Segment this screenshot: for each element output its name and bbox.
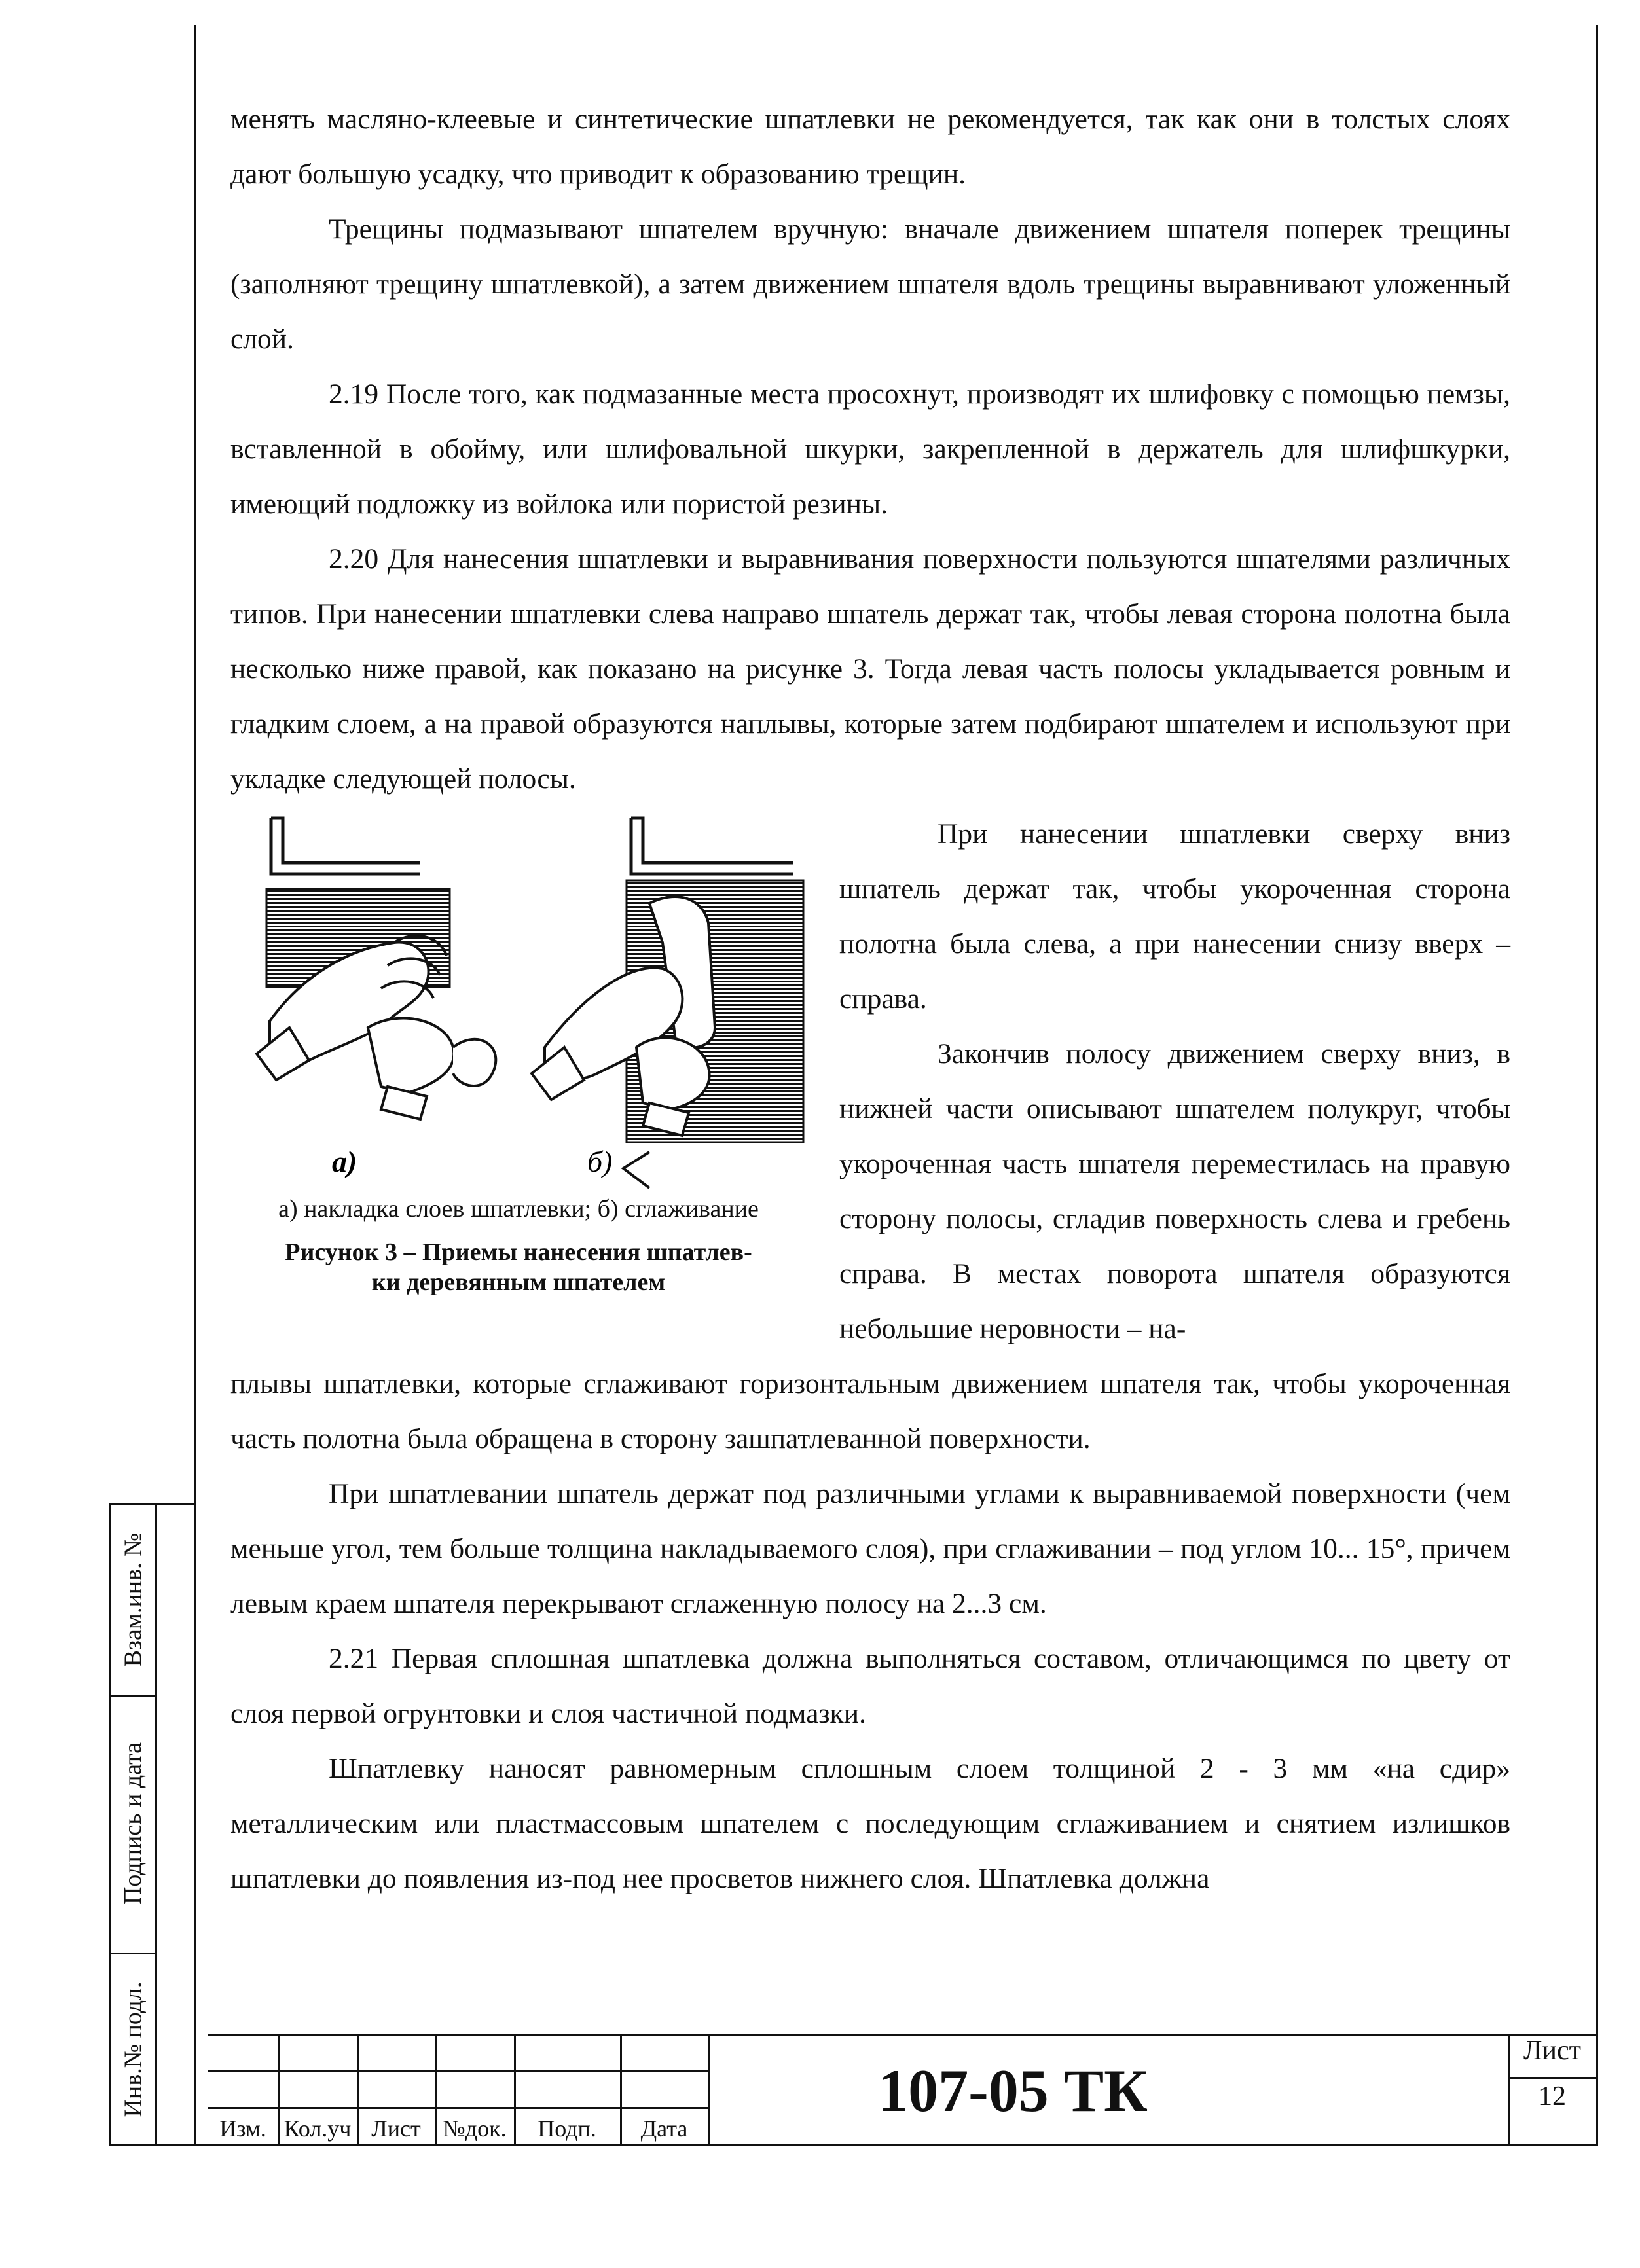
col-podp: Подп. bbox=[538, 2115, 596, 2142]
paragraph: При шпатлевании шпатель держат под различными углами к выравниваемой поверхности (чем меньше угол, тем больше толщина накладываемого слоя), при сглаживании – под углом 10... 15°, причем левым краем шпателя перекрывают сглаженную полосу на 2...3 см. bbox=[230, 1478, 1510, 1619]
figure-block bbox=[230, 806, 1510, 1356]
title-block-row-line bbox=[208, 2070, 708, 2072]
figure-3-illustration bbox=[230, 812, 810, 1191]
document-code: 107-05 ТК bbox=[878, 2057, 1148, 2124]
col-izm: Изм. bbox=[219, 2115, 266, 2142]
vzam-inv-label: Взам.инв. № bbox=[119, 1532, 147, 1667]
frame-left-line bbox=[194, 25, 196, 2146]
inv-podl-label: Инв.№ подл. bbox=[119, 1981, 147, 2117]
paragraph: менять масляно-клеевые и синтетические шпатлевки не рекомендуется, так как они в толстых слоях дают большую усадку, что приводит к образованию трещин. bbox=[230, 103, 1510, 190]
figure-caption-line: Рисунок 3 – Приемы нанесения шпатлев- bbox=[285, 1238, 752, 1266]
figure-side-text bbox=[839, 806, 1510, 1356]
panel-b-drawing bbox=[532, 818, 803, 1188]
paragraph-2-20: 2.20 Для нанесения шпатлевки и выравнивания поверхности пользуются шпателями различных типов. При нанесении шпатлевки слева направо шпатель держат так, чтобы левая сторона полотна была несколько ниже правой, как показано на рисунке 3. Тогда левая часть полосы укладывается ровным и гладким слоем, а на правой образуются наплывы, которые затем подбирают шпателем и используют при укладке следующей полосы. bbox=[230, 543, 1510, 795]
paragraph: При нанесении шпатлевки сверху вниз шпатель держат так, чтобы укороченная сторона полотна была слева, а при нанесении снизу вверх – справа. bbox=[839, 818, 1510, 1015]
title-block bbox=[208, 2034, 1596, 2146]
title-block-row-line bbox=[208, 2107, 708, 2109]
col-kol-uch: Кол.уч bbox=[283, 2115, 352, 2142]
title-block-sheet-line bbox=[1508, 2077, 1596, 2079]
col-data: Дата bbox=[640, 2115, 688, 2142]
paragraph: Закончив полосу движением сверху вниз, в нижней части описывают шпателем полукруг, чтобы укороченная часть шпателя переместилась на правую сторону полосы, сгладив поверхность слева и гребень справа. В местах поворота шпателя образуются небольшие неровности – на- bbox=[839, 1038, 1510, 1344]
binding-strip bbox=[109, 1503, 194, 2146]
title-block-col-line bbox=[708, 2034, 710, 2146]
figure-subcaption: а) накладка слоев шпатлевки; б) сглаживание bbox=[278, 1195, 759, 1223]
panel-a-drawing bbox=[257, 818, 496, 1119]
col-n-dok: №док. bbox=[443, 2115, 507, 2142]
vzam-inv-label-cell bbox=[111, 1505, 155, 1695]
figure-caption-line: ки деревянным шпателем bbox=[371, 1269, 666, 1296]
podpis-data-label-cell bbox=[111, 1695, 155, 1953]
panel-b-label: б) bbox=[587, 1145, 613, 1178]
paragraph-2-19: 2.19 После того, как подмазанные места просохнут, производят их шлифовку с помощью пемзы, вставленной в обойму, или шлифовальной шкурки, закрепленной в держатель для шлифшкурки, имеющий подложку из войлока или пористой резины. bbox=[230, 378, 1510, 520]
sheet-label: Лист bbox=[1523, 2036, 1581, 2066]
panel-a-label: а) bbox=[332, 1145, 357, 1178]
figure-3 bbox=[230, 812, 810, 1296]
binding-strip-divider bbox=[155, 1505, 157, 2144]
frame-right-line bbox=[1596, 25, 1598, 2146]
page-body bbox=[230, 92, 1510, 1906]
col-list: Лист bbox=[371, 2115, 421, 2142]
podpis-data-label: Подпись и дата bbox=[119, 1742, 147, 1905]
sheet-number: 12 bbox=[1539, 2081, 1566, 2112]
paragraph: Шпатлевку наносят равномерным сплошным слоем толщиной 2 - 3 мм «на сдир» металлическим или пластмассовым шпателем с последующим сглаживанием и снятием излишков шпатлевки до появления из-под нее просветов нижнего слоя. Шпатлевка должна bbox=[230, 1753, 1510, 1894]
title-block-top-line bbox=[208, 2034, 1596, 2036]
paragraph-2-21: 2.21 Первая сплошная шпатлевка должна выполняться составом, отличающимся по цвету от слоя первой огрунтовки и слоя частичной подмазки. bbox=[230, 1643, 1510, 1729]
paragraph: плывы шпатлевки, которые сглаживают горизонтальным движением шпателя так, чтобы укороченная часть полотна была обращена в сторону зашпатлеванной поверхности. bbox=[230, 1368, 1510, 1454]
figure-caption bbox=[230, 1237, 807, 1297]
paragraph: Трещины подмазывают шпателем вручную: вначале движением шпателя поперек трещины (заполняют трещину шпатлевкой), а затем движением шпателя вдоль трещины выравнивают уложенный слой. bbox=[230, 213, 1510, 355]
inv-podl-label-cell bbox=[111, 1953, 155, 2146]
